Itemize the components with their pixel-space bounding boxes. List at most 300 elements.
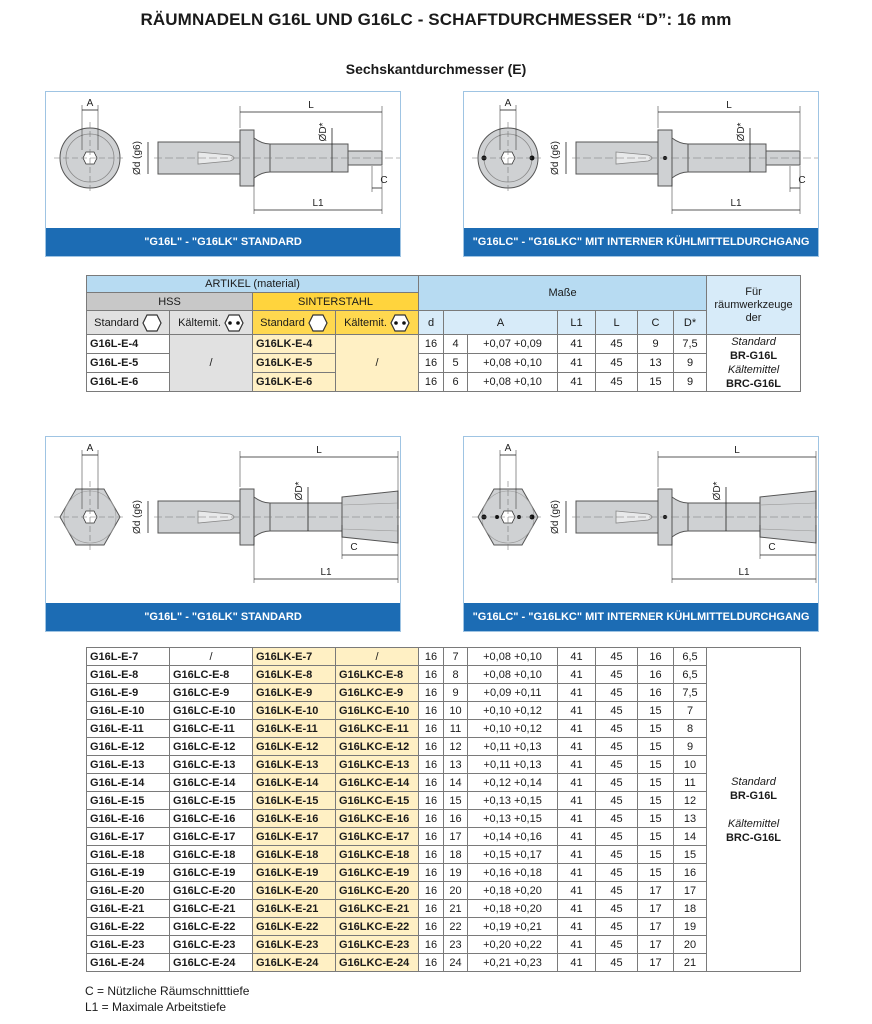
note-c: C = Nützliche Räumschnitttiefe — [85, 984, 250, 998]
cell-dstar: 15 — [674, 846, 707, 864]
cell-tolerance: +0,11 +0,13 — [468, 738, 558, 756]
cell-l: 45 — [596, 846, 638, 864]
hss-kaelte-code: G16LC-E-15 — [170, 792, 253, 810]
cell-tolerance: +0,10 +0,12 — [468, 702, 558, 720]
cell-dstar: 21 — [674, 954, 707, 972]
cell-dstar: 9 — [674, 354, 707, 373]
hss-standard-code: G16L-E-20 — [87, 882, 170, 900]
cell-d: 16 — [419, 936, 444, 954]
cell-tolerance: +0,16 +0,18 — [468, 864, 558, 882]
page-title: RÄUMNADELN G16L UND G16LC - SCHAFTDURCHMESSER “D”: 16 mm — [140, 10, 732, 29]
cell-tolerance: +0,15 +0,17 — [468, 846, 558, 864]
dim-dg6-label: Ød (g6) — [550, 141, 561, 175]
table-row — [87, 702, 801, 720]
col-dstar: D* — [674, 311, 707, 335]
sinter-standard-code: G16LK-E-23 — [253, 936, 336, 954]
sinter-kaelte-code: G16LKC-E-8 — [336, 666, 419, 684]
cell-d: 16 — [419, 792, 444, 810]
cell-tolerance: +0,19 +0,21 — [468, 918, 558, 936]
cell-a: 13 — [444, 756, 468, 774]
col-sinter-standard: Standard — [253, 311, 336, 335]
ref-standard-label: Standard — [731, 775, 776, 788]
cell-a: 20 — [444, 882, 468, 900]
cell-d: 16 — [419, 918, 444, 936]
cell-dstar: 11 — [674, 774, 707, 792]
cell-c: 17 — [638, 954, 674, 972]
table-row — [87, 684, 801, 702]
hss-kaelte-code: G16LC-E-24 — [170, 954, 253, 972]
cell-tolerance: +0,14 +0,16 — [468, 828, 558, 846]
drawing-hex-standard — [46, 437, 400, 605]
dim-l-label: L — [734, 445, 740, 456]
cell-dstar: 19 — [674, 918, 707, 936]
cell-tolerance: +0,07 +0,09 — [468, 335, 558, 354]
article-table-large — [86, 647, 801, 972]
cell-c: 17 — [638, 918, 674, 936]
cell-l1: 41 — [558, 918, 596, 936]
hexagon-icon — [142, 314, 162, 332]
cell-l: 45 — [596, 936, 638, 954]
cell-l1: 41 — [558, 936, 596, 954]
hss-standard-code: G16L-E-5 — [87, 354, 170, 373]
sinter-standard-code: G16LK-E-16 — [253, 810, 336, 828]
sinter-kaelte-code: G16LKC-E-18 — [336, 846, 419, 864]
dim-c-label: C — [350, 542, 358, 553]
table-row — [87, 774, 801, 792]
cell-d: 16 — [419, 882, 444, 900]
sinter-kaelte-code: G16LKC-E-10 — [336, 702, 419, 720]
cell-c: 15 — [638, 846, 674, 864]
col-hss-standard: Standard — [87, 311, 170, 335]
ref-standard-label: Standard — [731, 336, 776, 348]
artikel-header: ARTIKEL (material) — [87, 276, 419, 293]
cell-d: 16 — [419, 756, 444, 774]
drawing-panel-4 — [463, 436, 819, 632]
ref-kalt-code: BRC-G16L — [725, 831, 781, 844]
drawing-caption: "G16LC" - "G16LKC" MIT INTERNER KÜHLMITTELDURCHGANG — [464, 228, 818, 256]
cell-dstar: 20 — [674, 936, 707, 954]
dim-d-label: ØD* — [294, 481, 305, 501]
cell-c: 15 — [638, 774, 674, 792]
cell-l1: 41 — [558, 684, 596, 702]
cell-a: 14 — [444, 774, 468, 792]
cell-l1: 41 — [558, 702, 596, 720]
hss-standard-code: G16L-E-17 — [87, 828, 170, 846]
ref-standard-code: BR-G16L — [729, 350, 778, 362]
sinter-standard-code: G16LK-E-19 — [253, 864, 336, 882]
cell-c: 17 — [638, 936, 674, 954]
cell-a: 17 — [444, 828, 468, 846]
table-row — [87, 666, 801, 684]
cell-l1: 41 — [558, 335, 596, 354]
cell-d: 16 — [419, 666, 444, 684]
dim-l1-label: L1 — [738, 567, 750, 578]
cell-l: 45 — [596, 954, 638, 972]
sinter-kaelte-code: G16LKC-E-19 — [336, 864, 419, 882]
cell-l: 45 — [596, 756, 638, 774]
cell-l: 45 — [596, 882, 638, 900]
dim-a-label: A — [86, 98, 94, 109]
col-hss-kaelte: Kältemit. — [170, 311, 253, 335]
sinter-kaelte-code: G16LKC-E-23 — [336, 936, 419, 954]
table-row — [87, 918, 801, 936]
sinter-standard-code: G16LK-E-10 — [253, 702, 336, 720]
dim-d-label: ØD* — [318, 122, 329, 142]
dim-a-label: A — [504, 443, 512, 454]
cell-c: 15 — [638, 373, 674, 392]
note-l1: L1 = Maximale Arbeitstiefe — [85, 1000, 227, 1014]
cell-a: 9 — [444, 684, 468, 702]
cell-a: 15 — [444, 792, 468, 810]
hss-kaelte-code: G16LC-E-9 — [170, 684, 253, 702]
hss-kaelte-code: G16LC-E-23 — [170, 936, 253, 954]
cell-a: 19 — [444, 864, 468, 882]
cell-d: 16 — [419, 720, 444, 738]
cell-d: 16 — [419, 702, 444, 720]
hss-header: HSS — [87, 293, 253, 311]
cell-tolerance: +0,08 +0,10 — [468, 373, 558, 392]
cell-l: 45 — [596, 648, 638, 666]
hss-kaelte-code: G16LC-E-10 — [170, 702, 253, 720]
hss-kaelte-code: / — [170, 648, 253, 666]
dim-dg6-label: Ød (g6) — [132, 141, 143, 175]
drawing-panel-2 — [463, 91, 819, 257]
hexagon-coolant-icon — [390, 314, 410, 332]
drawing-round-coolant — [464, 92, 818, 230]
cell-tolerance: +0,18 +0,20 — [468, 882, 558, 900]
cell-c: 15 — [638, 756, 674, 774]
cell-tolerance: +0,18 +0,20 — [468, 900, 558, 918]
sinter-kaelte-code: G16LKC-E-17 — [336, 828, 419, 846]
cell-dstar: 8 — [674, 720, 707, 738]
sinter-standard-code: G16LK-E-18 — [253, 846, 336, 864]
cell-a: 8 — [444, 666, 468, 684]
hss-kaelte-code: G16LC-E-17 — [170, 828, 253, 846]
drawing-round-standard — [46, 92, 400, 230]
dim-c-label: C — [768, 542, 776, 553]
sinter-standard-code: G16LK-E-15 — [253, 792, 336, 810]
cell-d: 16 — [419, 864, 444, 882]
cell-l1: 41 — [558, 648, 596, 666]
sinter-kaelte-slash: / — [336, 335, 419, 392]
cell-a: 16 — [444, 810, 468, 828]
hss-standard-code: G16L-E-14 — [87, 774, 170, 792]
cell-a: 18 — [444, 846, 468, 864]
cell-c: 15 — [638, 792, 674, 810]
hss-kaelte-code: G16LC-E-12 — [170, 738, 253, 756]
sinter-kaelte-code: G16LKC-E-12 — [336, 738, 419, 756]
table-row — [87, 720, 801, 738]
hexagon-coolant-icon — [224, 314, 244, 332]
sinter-kaelte-code: G16LKC-E-15 — [336, 792, 419, 810]
page-subtitle: Sechskantdurchmesser (E) — [345, 61, 527, 77]
cell-l: 45 — [596, 828, 638, 846]
cell-l1: 41 — [558, 882, 596, 900]
cell-c: 15 — [638, 864, 674, 882]
cell-l: 45 — [596, 354, 638, 373]
cell-c: 9 — [638, 335, 674, 354]
cell-d: 16 — [419, 684, 444, 702]
ref-kalt-code: BRC-G16L — [726, 378, 782, 390]
hss-standard-code: G16L-E-10 — [87, 702, 170, 720]
cell-a: 10 — [444, 702, 468, 720]
cell-d: 16 — [419, 954, 444, 972]
cell-d: 16 — [419, 373, 444, 392]
cell-d: 16 — [419, 335, 444, 354]
sinter-kaelte-code: G16LKC-E-20 — [336, 882, 419, 900]
article-table-small — [86, 275, 801, 392]
cell-tolerance: +0,13 +0,15 — [468, 810, 558, 828]
cell-l1: 41 — [558, 846, 596, 864]
sinter-kaelte-code: G16LKC-E-9 — [336, 684, 419, 702]
dim-l1-label: L1 — [320, 567, 332, 578]
cell-c: 16 — [638, 684, 674, 702]
cell-l: 45 — [596, 738, 638, 756]
sinter-standard-code: G16LK-E-8 — [253, 666, 336, 684]
hss-standard-code: G16L-E-16 — [87, 810, 170, 828]
cell-d: 16 — [419, 828, 444, 846]
dim-l1-label: L1 — [312, 198, 324, 209]
table-row — [87, 738, 801, 756]
sinter-standard-code: G16LK-E-7 — [253, 648, 336, 666]
col-l1: L1 — [558, 311, 596, 335]
cell-dstar: 9 — [674, 738, 707, 756]
cell-c: 15 — [638, 738, 674, 756]
cell-dstar: 16 — [674, 864, 707, 882]
cell-d: 16 — [419, 774, 444, 792]
ref-kalt-label: Kältemittel — [727, 817, 780, 830]
reference-tools — [707, 335, 801, 392]
dim-dg6-label: Ød (g6) — [132, 500, 143, 534]
drawing-hex-coolant — [464, 437, 818, 605]
hss-kaelte-code: G16LC-E-19 — [170, 864, 253, 882]
sinter-standard-code: G16LK-E-22 — [253, 918, 336, 936]
cell-c: 13 — [638, 354, 674, 373]
cell-dstar: 6,5 — [674, 648, 707, 666]
sinter-kaelte-code: G16LKC-E-11 — [336, 720, 419, 738]
hss-kaelte-code: G16LC-E-8 — [170, 666, 253, 684]
sinterstahl-header: SINTERSTAHL — [253, 293, 419, 311]
table-row — [87, 335, 801, 354]
hss-standard-code: G16L-E-7 — [87, 648, 170, 666]
cell-tolerance: +0,08 +0,10 — [468, 648, 558, 666]
cell-d: 16 — [419, 648, 444, 666]
cell-l: 45 — [596, 335, 638, 354]
cell-tolerance: +0,20 +0,22 — [468, 936, 558, 954]
sinter-standard-code: G16LK-E-6 — [253, 373, 336, 392]
cell-a: 24 — [444, 954, 468, 972]
sinter-standard-code: G16LK-E-20 — [253, 882, 336, 900]
cell-dstar: 6,5 — [674, 666, 707, 684]
hss-standard-code: G16L-E-8 — [87, 666, 170, 684]
sinter-kaelte-code: / — [336, 648, 419, 666]
sinter-standard-code: G16LK-E-21 — [253, 900, 336, 918]
sinter-kaelte-code: G16LKC-E-21 — [336, 900, 419, 918]
cell-l: 45 — [596, 666, 638, 684]
cell-l1: 41 — [558, 954, 596, 972]
table-row — [87, 864, 801, 882]
table-row — [87, 882, 801, 900]
cell-c: 15 — [638, 828, 674, 846]
cell-a: 23 — [444, 936, 468, 954]
cell-d: 16 — [419, 738, 444, 756]
dim-a-label: A — [504, 98, 512, 109]
cell-c: 16 — [638, 648, 674, 666]
drawing-caption: "G16L" - "G16LK" STANDARD — [46, 603, 400, 631]
hss-standard-code: G16L-E-13 — [87, 756, 170, 774]
sinter-standard-code: G16LK-E-24 — [253, 954, 336, 972]
hss-kaelte-code: G16LC-E-18 — [170, 846, 253, 864]
table-row — [87, 936, 801, 954]
dim-d-label: ØD* — [712, 481, 723, 501]
dim-c-label: C — [380, 175, 388, 186]
cell-c: 15 — [638, 810, 674, 828]
sinter-standard-code: G16LK-E-12 — [253, 738, 336, 756]
cell-l: 45 — [596, 792, 638, 810]
drawing-panel-3 — [45, 436, 401, 632]
hss-standard-code: G16L-E-24 — [87, 954, 170, 972]
cell-a: 11 — [444, 720, 468, 738]
cell-dstar: 14 — [674, 828, 707, 846]
col-d: d — [419, 311, 444, 335]
dim-c-label: C — [798, 175, 806, 186]
hss-kaelte-code: G16LC-E-21 — [170, 900, 253, 918]
cell-dstar: 17 — [674, 882, 707, 900]
sinter-kaelte-code: G16LKC-E-13 — [336, 756, 419, 774]
hss-standard-code: G16L-E-9 — [87, 684, 170, 702]
cell-a: 4 — [444, 335, 468, 354]
cell-l1: 41 — [558, 756, 596, 774]
sinter-standard-code: G16LK-E-13 — [253, 756, 336, 774]
cell-c: 15 — [638, 702, 674, 720]
cell-tolerance: +0,21 +0,23 — [468, 954, 558, 972]
cell-tolerance: +0,12 +0,14 — [468, 774, 558, 792]
col-c: C — [638, 311, 674, 335]
cell-dstar: 10 — [674, 756, 707, 774]
cell-l: 45 — [596, 373, 638, 392]
sinter-standard-code: G16LK-E-9 — [253, 684, 336, 702]
cell-tolerance: +0,08 +0,10 — [468, 666, 558, 684]
table-row — [87, 810, 801, 828]
dim-l-label: L — [316, 445, 322, 456]
hss-standard-code: G16L-E-23 — [87, 936, 170, 954]
cell-dstar: 13 — [674, 810, 707, 828]
sinter-kaelte-code: G16LKC-E-14 — [336, 774, 419, 792]
reference-tools — [707, 648, 801, 972]
hss-kaelte-code: G16LC-E-14 — [170, 774, 253, 792]
dim-l-label: L — [726, 100, 732, 111]
cell-a: 5 — [444, 354, 468, 373]
table-row — [87, 648, 801, 666]
table-row — [87, 846, 801, 864]
cell-l1: 41 — [558, 666, 596, 684]
cell-a: 12 — [444, 738, 468, 756]
hss-standard-code: G16L-E-12 — [87, 738, 170, 756]
dim-dg6-label: Ød (g6) — [550, 500, 561, 534]
cell-d: 16 — [419, 810, 444, 828]
hss-kaelte-code: G16LC-E-16 — [170, 810, 253, 828]
cell-dstar: 12 — [674, 792, 707, 810]
col-sinter-kaelte: Kältemit. — [336, 311, 419, 335]
cell-tolerance: +0,09 +0,11 — [468, 684, 558, 702]
cell-dstar: 18 — [674, 900, 707, 918]
cell-l: 45 — [596, 702, 638, 720]
table-row — [87, 756, 801, 774]
cell-c: 15 — [638, 720, 674, 738]
dim-l-label: L — [308, 100, 314, 111]
dim-l1-label: L1 — [730, 198, 742, 209]
cell-tolerance: +0,08 +0,10 — [468, 354, 558, 373]
cell-l1: 41 — [558, 354, 596, 373]
hss-kaelte-slash: / — [170, 335, 253, 392]
cell-l: 45 — [596, 774, 638, 792]
hss-kaelte-code: G16LC-E-20 — [170, 882, 253, 900]
cell-dstar: 7 — [674, 702, 707, 720]
dim-d-label: ØD* — [736, 122, 747, 142]
drawing-panel-1 — [45, 91, 401, 257]
hss-standard-code: G16L-E-22 — [87, 918, 170, 936]
sinter-standard-code: G16LK-E-4 — [253, 335, 336, 354]
masse-header: Maße — [419, 276, 707, 311]
cell-dstar: 9 — [674, 373, 707, 392]
cell-d: 16 — [419, 354, 444, 373]
hss-standard-code: G16L-E-19 — [87, 864, 170, 882]
cell-c: 17 — [638, 900, 674, 918]
cell-a: 7 — [444, 648, 468, 666]
hss-kaelte-code: G16LC-E-13 — [170, 756, 253, 774]
col-l: L — [596, 311, 638, 335]
cell-l: 45 — [596, 900, 638, 918]
cell-c: 17 — [638, 882, 674, 900]
table-row — [87, 900, 801, 918]
cell-l1: 41 — [558, 774, 596, 792]
sinter-standard-code: G16LK-E-11 — [253, 720, 336, 738]
cell-dstar: 7,5 — [674, 335, 707, 354]
cell-l: 45 — [596, 720, 638, 738]
hss-standard-code: G16L-E-6 — [87, 373, 170, 392]
drawing-caption: "G16L" - "G16LK" STANDARD — [46, 228, 400, 256]
cell-l: 45 — [596, 810, 638, 828]
cell-l1: 41 — [558, 828, 596, 846]
dim-a-label: A — [86, 443, 94, 454]
sinter-kaelte-code: G16LKC-E-24 — [336, 954, 419, 972]
col-a: A — [444, 311, 558, 335]
cell-c: 16 — [638, 666, 674, 684]
cell-l1: 41 — [558, 864, 596, 882]
table-row — [87, 954, 801, 972]
cell-l1: 41 — [558, 738, 596, 756]
cell-l1: 41 — [558, 720, 596, 738]
sinter-kaelte-code: G16LKC-E-22 — [336, 918, 419, 936]
hss-standard-code: G16L-E-4 — [87, 335, 170, 354]
cell-l1: 41 — [558, 810, 596, 828]
hss-standard-code: G16L-E-15 — [87, 792, 170, 810]
cell-l1: 41 — [558, 792, 596, 810]
hss-standard-code: G16L-E-21 — [87, 900, 170, 918]
sinter-standard-code: G16LK-E-14 — [253, 774, 336, 792]
ref-kalt-label: Kältemittel — [727, 364, 780, 376]
cell-a: 21 — [444, 900, 468, 918]
cell-tolerance: +0,11 +0,13 — [468, 756, 558, 774]
hss-kaelte-code: G16LC-E-11 — [170, 720, 253, 738]
drawing-caption: "G16LC" - "G16LKC" MIT INTERNER KÜHLMITTELDURCHGANG — [464, 603, 818, 631]
cell-tolerance: +0,13 +0,15 — [468, 792, 558, 810]
table-row — [87, 792, 801, 810]
sinter-standard-code: G16LK-E-17 — [253, 828, 336, 846]
cell-l: 45 — [596, 864, 638, 882]
fuer-header: Für räumwerkzeuge der — [707, 276, 801, 335]
cell-l1: 41 — [558, 373, 596, 392]
